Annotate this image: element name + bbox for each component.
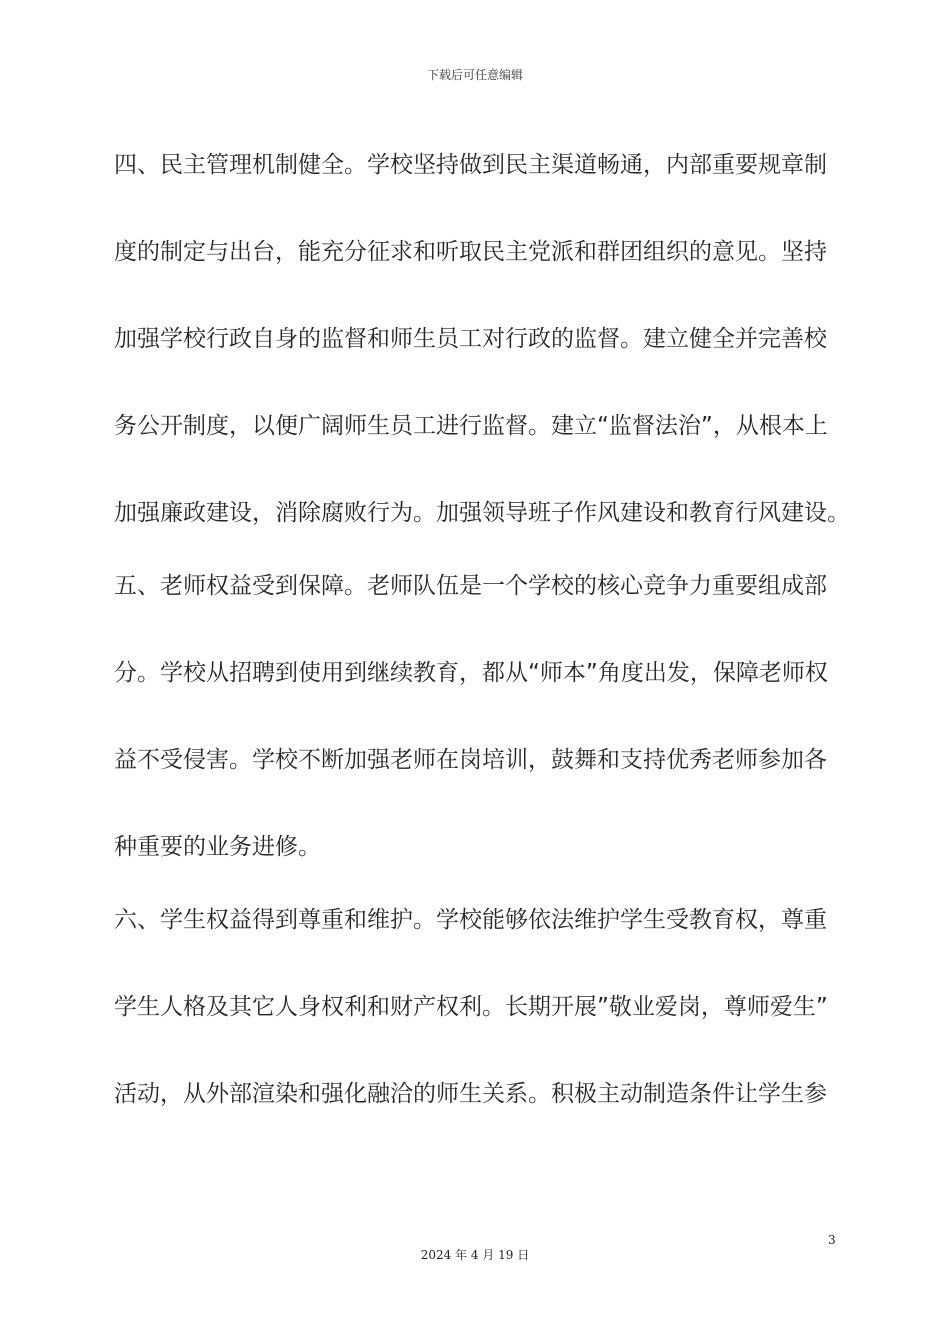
text-line: 活动，从外部渲染和强化融洽的师生关系。积极主动制造条件让学生参 bbox=[114, 1081, 827, 1107]
text-line: 度的制定与出台，能充分征求和听取民主党派和群团组织的意见。坚持 bbox=[114, 239, 827, 265]
page-number: 3 bbox=[828, 1233, 836, 1247]
text-line: 加强廉政建设，消除腐败行为。加强领导班子作风建设和教育行风建设。 bbox=[114, 500, 850, 526]
footer-date: 2024 年 4 月 19 日 bbox=[420, 1248, 530, 1262]
text-line: 加强学校行政自身的监督和师生员工对行政的监督。建立健全并完善校 bbox=[114, 326, 827, 352]
text-line: 五、老师权益受到保障。老师队伍是一个学校的核心竞争力重要组成部 bbox=[114, 573, 827, 599]
text-line: 种重要的业务进修。 bbox=[114, 834, 321, 860]
text-line: 务公开制度，以便广阔师生员工进行监督。建立“监督法治”，从根本上 bbox=[114, 413, 828, 439]
text-line: 益不受侵害。学校不断加强老师在岗培训，鼓舞和支持优秀老师参加各 bbox=[114, 747, 827, 773]
text-line: 学生人格及其它人身权利和财产权利。长期开展”敬业爱岗，尊师爱生” bbox=[114, 994, 828, 1020]
header-note: 下载后可任意编辑 bbox=[426, 68, 523, 82]
text-line: 分。学校从招聘到使用到继续教育，都从“师本”角度出发，保障老师权 bbox=[114, 660, 828, 686]
text-line: 四、民主管理机制健全。学校坚持做到民主渠道畅通，内部重要规章制 bbox=[114, 152, 827, 178]
text-line: 六、学生权益得到尊重和维护。学校能够依法维护学生受教育权，尊重 bbox=[114, 907, 827, 933]
